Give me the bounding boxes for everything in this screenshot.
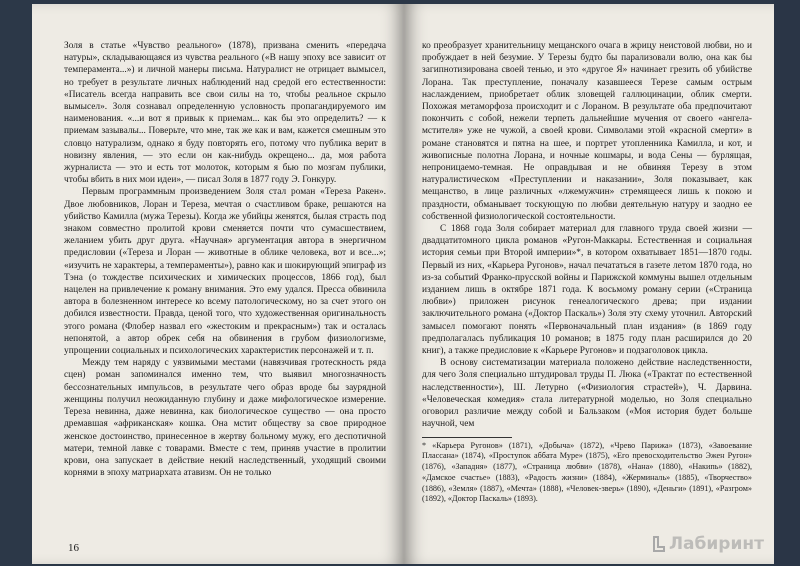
footnote-rule	[422, 437, 512, 438]
left-book-edge	[0, 0, 32, 566]
right-page-text	[422, 40, 752, 505]
left-paragraph-3: Между тем наряду с уязвимыми местами (навязчивая гротескность ряда сцен) роман запоминался именно тем, что выявил многозначность бессознательных импульсов, в результате чего образ вроде бы заурядной женщины получил неожиданную глубину и даже мифологическое измерение. Тереза невинна, даже невинна, как биологическое существо — она просто дремавшая «африканская» кошка. Она мстит обществу за свое природное женское достоинство, принесенное в жертву больному мужу, его деспотичной матери, темной лавке с товарами. Вместе с тем, приняв участие в пролитии крови, она запускает в действие некий наследственный, уходящий своими корнями в эпоху матриархата атавизм. Он не только	[64, 358, 386, 479]
left-paragraph-2: Первым программным произведением Золя стал роман «Тереза Ракен». Двое любовников, Лоран и Тереза, мечтая о счастливом браке, решаются на убийство Камилла (мужа Терезы). Когда же убийцы женятся, былая страсть под знаком совместно пролитой крови сменяется почти что сумасшествием, желанием убить друг друга. «Научная» аргументация автора в энергичном предисловии («Тереза и Лоран — животные в облике человека, вот и все...»; «изучить не характеры, а темпераменты»), равно как и шокирующий эпиграф из Тэна (о тождестве психических и химических процессов, 1866 год), был нацелен на привлечение к роману внимания. Это ему удался. Пресса обвинила автора в болезненном интересе ко всему патологическому, но за счет этого он добился известности. Правда, ценой того, что художественная оригинальность этого романа (Флобер назвал его «жестоким и прекрасным») так и осталась непонятой, а автор обрек себя на обвинения в грубом физиологизме, упрощении социальных и психологических характеристик персонажей и т. п.	[64, 187, 386, 357]
watermark-text: Лабиринт	[668, 534, 764, 554]
page-number: 16	[68, 542, 79, 554]
left-page-text	[64, 40, 386, 479]
labirint-logo-icon	[651, 535, 667, 553]
footnote: * «Карьера Ругонов» (1871), «Добыча» (1872), «Чрево Парижа» (1873), «Завоевание Плассана» (1874), «Проступок аббата Муре» (1875), «Его превосходительство Эжен Ругон» (1876), «Западня» (1877), «Страница любви» (1878), «Нана» (1880), «Накипь» (1882), «Дамское счастье» (1883), «Радость жизни» (1884), «Жерминаль» (1885), «Творчество» (1886), «Земля» (1887), «Мечта» (1888), «Человек-зверь» (1890), «Деньги» (1891), «Разгром» (1892), «Доктор Паскаль» (1893).	[422, 440, 752, 504]
right-page	[404, 4, 774, 564]
right-paragraph-3: В основу систематизации материала положено действие наследственности, для чего Золя специально штудировал труды П. Люка («Трактат по естественной наследственности»), Ш. Летурно («Физиология страстей»), Ч. Дарвина. «Человеческая комедия» стала литературной моделью, но Золя специально оговорил различие между собой и Бальзаком («Моя история будет больше научной, чем	[422, 358, 752, 430]
labirint-watermark	[651, 534, 764, 554]
right-paragraph-2: С 1868 года Золя собирает материал для главного труда своей жизни — двадцатитомного цикла романов «Ругон-Маккары. Естественная и социальная история семьи при Второй империи»*, в котором охватывает 1851—1870 годы. Первый из них, «Карьера Ругонов», начал печататься в газете летом 1870 года, но из-за событий Франко-прусской войны и Парижской коммуны вышел отдельным изданием лишь в октябре 1871 года. К восьмому роману серии («Страница любви») приложен рисунок генеалогического древа; при издании заключительного романа («Доктор Паскаль») Золя эту схему уточнил. Авторский замысел помогают понять «Первоначальный план издания» (в 1869 году предполагалась публикация 10 романов; в 1875 году план расширился до 20 книг), а также предисловие к «Карьере Ругонов» и подзаголовок цикла.	[422, 224, 752, 357]
right-book-edge	[774, 0, 800, 566]
left-paragraph-1: Золя в статье «Чувство реального» (1878), призвана сменить «передача натуры», складывающаяся из чувства реального («В нашу эпоху все зависит от темперамента...») и личной манеры письма. Натуралист не отрицает вымысел, но требует в результате личных наблюдений над средой его естественности: «Писатель всегда направить все свои силы на то, чтобы реальное скрыло вымысел». Золя сознавал определенную условность пропагандируемого им наименования. «...и вот я привык к приемам... как бы это определить? — к приемам зазывалы... Поверьте, что мне, так же как и вам, кажется смешным это словцо натурализм, однако я буду повторять его, потому что публика верит в новизну явления, — это если он как-нибудь окрещено... да, моя работа журналиста — это и есть тот молоток, которым я бью по мозгам публики, чтобы вбить в них мои идеи», — писал Золя в 1877 году Э. Гонкуру.	[64, 41, 386, 186]
right-paragraph-1: ко преобразует хранительницу мещанского очага в жрицу неистовой любви, но и пробуждает в ней безумие. У Терезы будто бы парализовали волю, она как бы загипнотизирована своей тенью, и это «другое Я» начинает грезить об убийстве Лорана. Так преступление, поначалу казавшееся Терезе самым острым наслаждением, приобретает облик зловещей галлюцинации, облик смерти. Похожая метаморфоза происходит и с Лораном. В результате оба предпочитают покончить с собой, нежели терпеть дальнейшие мучения от своего «ангела-мстителя» уже не чужой, а своей крови. Символами этой «красной смерти» в романе становятся и пятна на шее, и портрет утопленника Камилла, и кот, и живописные полотна Лорана, и ночные кошмары, и вода Сены — бурлящая, непроницаемо-темная. Не оправдывая и не обвиняя Терезу в этом натуралистическом «Преступлении и наказании», Золя показывает, как мещанство, в лице различных «лжемужчин» стремящееся лишь к покою и праздности, обманывает тоскующую по любви деятельную натуру и заодно ее собственной физиологической состоятельности.	[422, 41, 752, 222]
left-page	[32, 4, 404, 564]
